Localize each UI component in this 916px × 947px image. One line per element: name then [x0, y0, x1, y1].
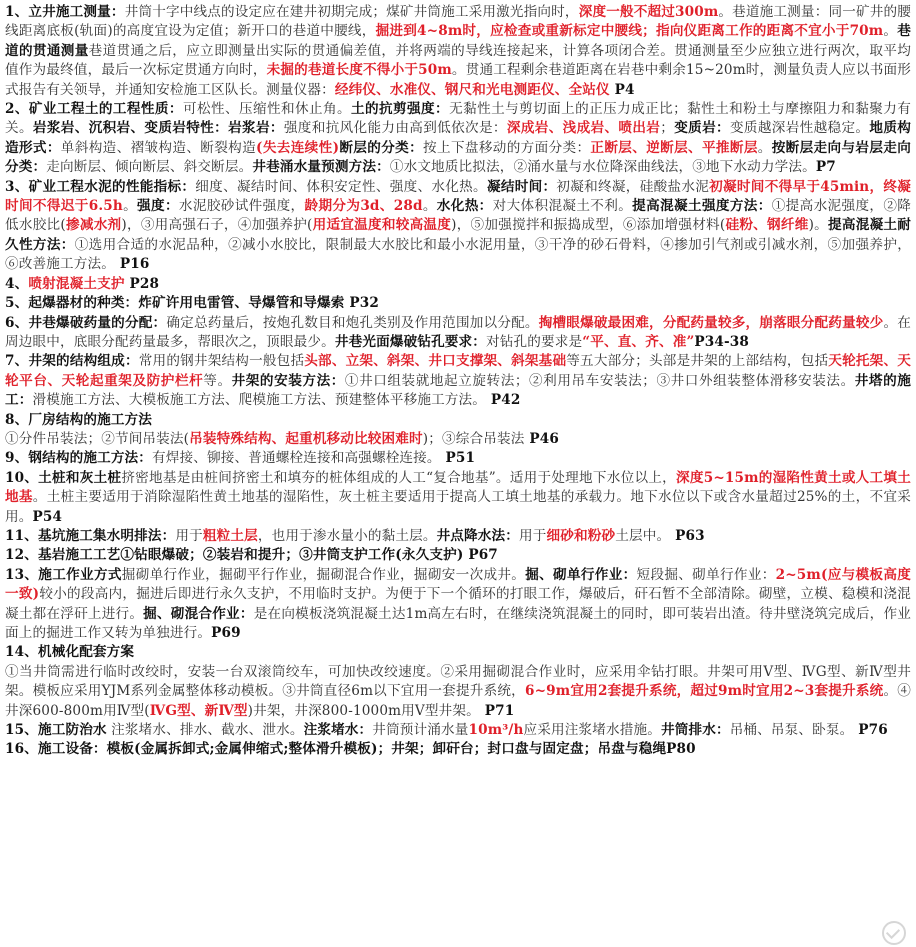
body-text: 单斜构造、褶皱构造、断裂构造: [60, 139, 257, 156]
highlighted-text: 深度5~15m的湿陷性黄土或人工填土地基: [5, 469, 911, 506]
section-item: [5, 178, 911, 275]
body-text: )井架，井深800-1000m用Ⅴ型井架。: [247, 702, 480, 719]
section-item: [5, 352, 911, 410]
body-text: 。土桩主要适用于消除湿陷性黄土地基的湿陷性，灰土桩主要适用于提高人工填土地基的承载力。地下水位以下或含水量超过25%的土，不宜采用。: [5, 489, 911, 525]
bold-heading-text: 按断层走向与岩层走向分类：: [5, 139, 911, 176]
bold-heading-text: 5、起爆器材的种类：炸矿许用电雷管、导爆管和导爆索 P32: [5, 295, 379, 312]
bold-heading-text: 井巷光面爆破钻孔要求：: [334, 333, 487, 350]
highlighted-text: 吊装特殊结构、起重机移动比较困难时: [189, 430, 423, 447]
bold-heading-text: 强度：: [137, 198, 179, 215]
highlighted-text: 硅粉、钢纤维: [725, 217, 809, 234]
highlighted-text: 头部、立架、斜架、井口支撑架、斜架基础: [304, 353, 567, 370]
bold-heading-text: P16: [114, 256, 150, 273]
bold-heading-text: 土的抗剪强度：: [351, 101, 450, 118]
bold-heading-text: 掘、砌混合作业：: [143, 605, 254, 622]
highlighted-text: (失去连续性): [256, 139, 340, 156]
highlighted-text: 粗粒土层: [202, 527, 258, 544]
body-text: 用于: [519, 527, 547, 544]
highlighted-text: 初凝时间不得早于45min，终凝时间不得迟于6.5h: [5, 178, 911, 215]
bold-heading-text: P34-38: [694, 333, 750, 350]
bold-heading-text: 井架的安装方法：: [231, 372, 345, 389]
body-text: ①井口组装就地起立旋转法；②利用吊车安装法；③井口外组装整体滑移安装法。: [344, 372, 855, 389]
highlighted-text: 6~9m宜用2套提升系统，超过9m时宜用2~3套提升系统: [525, 683, 884, 700]
bold-heading-text: P69: [211, 625, 241, 641]
body-text: 走向断层、倾向断层、斜交断层。: [46, 159, 253, 176]
highlighted-text: 深度一般不超过300m: [578, 4, 719, 20]
section-item: [5, 3, 911, 100]
bold-heading-text: 掘、砌单行作业：: [525, 566, 637, 583]
bold-heading-text: 6、井巷爆破药量的分配：: [5, 314, 167, 331]
highlighted-text: 龄期分为3d、28d: [304, 198, 423, 215]
section-item: [5, 275, 911, 294]
bold-heading-text: 井塔的施工：: [5, 372, 911, 409]
highlighted-text: “平、直、齐、准”: [582, 333, 695, 350]
body-text: 滑模施工方法、大模板施工方法、爬模施工方法、预建整体平移施工方法。: [32, 392, 487, 409]
bold-heading-text: 井筒排水：: [660, 722, 730, 739]
bold-heading-text: 3、矿业工程水泥的性能指标：: [5, 178, 196, 195]
body-text: 巷道贯通之后，应立即测量出实际的贯通偏差值，并将两端的导线连接起来，计算各项闭合差。贯通测量至少应独立进行两次，取平均值作为最终值，最后一次标定贯通方向时，: [5, 42, 911, 79]
document-body: [5, 3, 911, 760]
body-text: 应采用注浆堵水措施。: [523, 722, 661, 739]
bold-heading-text: P42: [486, 392, 521, 409]
bold-heading-text: P7: [815, 159, 836, 176]
bold-heading-text: 断层的分类：: [339, 139, 424, 156]
body-text: 细度、凝结时间、体积安定性、强度、水化热。: [195, 178, 487, 195]
bold-heading-text: 15、施工防治水: [5, 722, 107, 739]
highlighted-text: 10m³/h: [468, 722, 524, 739]
bold-heading-text: 变质岩：: [674, 120, 730, 137]
bold-heading-text: 井巷涌水量预测方法：: [252, 159, 390, 176]
bold-heading-text: P28: [124, 275, 160, 292]
body-text: 按上下盘移动的方面分类：: [423, 139, 591, 156]
bold-heading-text: P4: [609, 81, 635, 98]
body-text: )，③用高强石子，④加强养护(: [121, 217, 313, 234]
bold-heading-text: P54: [32, 508, 63, 525]
bold-heading-text: 提高混凝土耐久性方法：: [5, 217, 912, 253]
highlighted-text: 用适宜温度和较高温度: [312, 217, 452, 234]
highlighted-text: 掘进到4~8m时，应检查或重新标定中腰线；指向仪距离工作的距离不宜小于70m: [375, 23, 884, 40]
body-text: ；: [660, 120, 674, 137]
body-text: 确定总药量后，按炮孔数目和炮孔类别及作用范围加以分配。: [166, 314, 539, 331]
bold-heading-text: 1、立井施工测量：: [5, 4, 125, 20]
bold-heading-text: 岩浆岩、沉积岩、变质岩特性：: [32, 120, 229, 137]
bold-heading-text: P51: [440, 450, 476, 467]
bold-heading-text: 8、厂房结构的施工方法: [5, 411, 153, 428]
body-text: 较小的段高内，掘进后即进行永久支护，不用临时支护。为便于下一个循环的打眼工作，爆破后，矸石暂不全部清除。砌壁，立模、稳模和浇混凝土都在浮矸上进行。: [5, 586, 911, 622]
body-text: 水泥胶砂试件强度，: [178, 198, 305, 215]
watermark: [882, 921, 906, 945]
bold-heading-text: 提高混凝土强度方法：: [632, 198, 772, 215]
highlighted-text: ⅣG型、新Ⅳ型: [149, 702, 248, 719]
section-item: [5, 721, 911, 740]
body-text: 对大体积混凝土不利。: [492, 198, 633, 215]
body-text: 有焊接、铆接、普通螺栓连接和高强螺栓连接。: [152, 450, 441, 467]
body-text: 吊桶、吊泵、卧泵。: [729, 722, 854, 739]
bold-heading-text: P63: [670, 527, 705, 544]
bold-heading-text: 14、机械化配套方案: [5, 644, 135, 661]
body-text: 强度和抗风化能力由高到低依次是：: [283, 120, 507, 137]
body-text: 挤密地基是由桩间挤密土和填夯的桩体组成的人工“复合地基”。适用于处理地下水位以上，: [121, 469, 676, 486]
section-item: [5, 469, 911, 527]
body-text: )；③综合吊装法: [422, 430, 525, 447]
bold-heading-text: P46: [524, 430, 559, 447]
watermark-logo-icon: [882, 921, 906, 945]
highlighted-text: 经纬仪、水准仪、钢尺和光电测距仪、全站仪: [334, 81, 610, 98]
body-text: 是在向模板浇筑混凝土达1m高左右时，在继续浇筑混凝土的同时，即可装岩出渣。待井壁浇筑完成后，作业面上的掘进工作又转为单独进行。: [5, 605, 912, 641]
body-text: 。: [422, 198, 437, 215]
body-text: ①提高水泥强度，②降低水胶比(: [5, 198, 912, 234]
body-text: )，⑤加强搅拌和振捣成型，⑥添加增强材料(: [451, 217, 726, 234]
section-item: [5, 411, 911, 430]
bold-heading-text: 凝结时间：: [486, 178, 557, 195]
body-text: ①水文地质比拟法，②涌水量与水位降深曲线法，③地下水动力学法。: [389, 159, 816, 176]
section-item: [5, 546, 911, 565]
body-text: ①当井筒需进行临时改绞时，安装一台双滚筒绞车，可加快改绞速度。②采用掘砌混合作业时，应采用伞钻打眼。井架可用Ⅴ型、ⅣG型、新Ⅳ型井架。模板应采用YJM系列金属整体移动模板。③井筒直径6m以下宜用一套提升系统，: [5, 663, 911, 700]
body-text: 常用的钢井架结构一般包括: [138, 353, 305, 370]
section-item: [5, 294, 911, 313]
section-item: [5, 527, 911, 546]
body-text: 。巷道施工测量：同一矿井的腰线距离底板(轨面)的高度宜设为定值；新开口的巷道中腰线，: [5, 4, 911, 40]
highlighted-text: 细砂和粉砂: [546, 527, 616, 544]
body-text: 井筒预计涌水量: [372, 722, 469, 739]
body-text: 短段掘、砌单行作业：: [636, 566, 776, 583]
body-text: ①选用合适的水泥品种，②减小水胶比，限制最大水胶比和最小水泥用量，③干净的砂石骨料，④掺加引气剂或引减水剂，⑤加强养护，⑥改善施工方法。: [5, 236, 912, 273]
bold-heading-text: 水化热：: [436, 198, 493, 215]
bold-heading-text: P76: [853, 722, 888, 739]
highlighted-text: 掺减水剂: [65, 217, 122, 234]
bold-heading-text: P71: [479, 702, 515, 719]
section-item: [5, 449, 911, 468]
section-item: [5, 740, 911, 759]
body-text: 。: [883, 23, 898, 40]
body-text: )。: [808, 217, 829, 234]
body-text: 。在周边眼中，底眼分配药量最多，帮眼次之，顶眼最少。: [5, 314, 912, 350]
highlighted-text: 喷射混凝土支护: [28, 275, 125, 292]
section-item: [5, 663, 911, 721]
section-item: [5, 430, 911, 449]
highlighted-text: 未掘的巷道长度不得小于50m: [266, 62, 452, 79]
bold-heading-text: 10、土桩和灰土桩: [5, 469, 122, 486]
bold-heading-text: 岩浆岩：: [228, 120, 284, 137]
body-text: 可松性、压缩性和休止角。: [182, 101, 352, 118]
section-item: [5, 100, 911, 178]
body-text: 井筒十字中线点的设定应在建井初期完成；煤矿井筒施工采用激光指向时，: [124, 4, 579, 20]
body-text: 等。: [203, 372, 232, 389]
section-item: [5, 566, 911, 644]
body-text: ，也用于渗水量小的黏土层。: [257, 527, 437, 544]
body-text: 初凝和终凝，硅酸盐水泥: [556, 178, 710, 195]
body-text: 。贯通工程剩余巷道距离在岩巷中剩余15~20m时，测量负责人应以书面形式报告有关领导，并通知安检施工区队长。测量仪器：: [5, 62, 912, 98]
section-item: [5, 643, 911, 662]
highlighted-text: 正断层、逆断层、平推断层: [590, 139, 758, 156]
body-text: 用于: [175, 527, 203, 544]
bold-heading-text: 9、钢结构的施工方法：: [5, 450, 153, 467]
bold-heading-text: 11、基坑施工集水明排法：: [5, 527, 176, 544]
highlighted-text: 掏槽眼爆破最困难，分配药量较多，崩落眼分配药量较少: [538, 314, 884, 331]
highlighted-text: 深成岩、浅成岩、喷出岩: [506, 120, 661, 137]
body-text: 无黏性土与剪切面上的正压力成正比；黏性土和粉土与摩擦阻力和黏聚力有关。: [5, 101, 911, 137]
body-text: 掘砌单行作业，掘砌平行作业，掘砌混合作业，掘砌安一次成井。: [121, 566, 526, 583]
body-text: 注浆堵水、排水、截水、泄水。: [106, 722, 304, 739]
body-text: 对钻孔的要求是: [486, 333, 583, 350]
body-text: ①分件吊装法；②节间吊装法(: [5, 430, 190, 447]
bold-heading-text: 16、施工设备：模板(金属拆卸式;金属伸缩式;整体滑升模板)；井架；卸矸台；封口盘与固定盘；吊盘与稳绳P80: [5, 741, 696, 758]
bold-heading-text: 巷道的贯通测量: [5, 23, 911, 59]
highlighted-text: 2~5m(应与模板高度一致): [5, 566, 911, 603]
bold-heading-text: 2、矿业工程土的工程性质：: [5, 101, 183, 118]
body-text: 变质越深岩性越稳定。: [729, 120, 870, 137]
highlighted-text: 天轮托架、天轮平台、天轮起重架及防护栏杆: [5, 353, 911, 389]
section-item: [5, 314, 911, 353]
body-text: 等五大部分；头部是井架的上部结构，包括: [566, 353, 829, 370]
body-text: 。④井深600-800m用Ⅳ型(: [5, 683, 911, 719]
body-text: 。: [757, 139, 772, 156]
bold-heading-text: 井点降水法：: [436, 527, 520, 544]
bold-heading-text: 注浆堵水：: [303, 722, 373, 739]
bold-heading-text: 13、施工作业方式: [5, 566, 122, 583]
body-text: 土层中。: [615, 527, 671, 544]
bold-heading-text: 4、: [5, 275, 29, 292]
body-text: 。: [122, 198, 138, 215]
bold-heading-text: 地质构造形式：: [5, 120, 911, 156]
bold-heading-text: 12、基岩施工工艺①钻眼爆破；②装岩和提升；③井筒支护工作(永久支护) P67: [5, 547, 498, 564]
bold-heading-text: 7、井架的结构组成：: [5, 353, 139, 370]
